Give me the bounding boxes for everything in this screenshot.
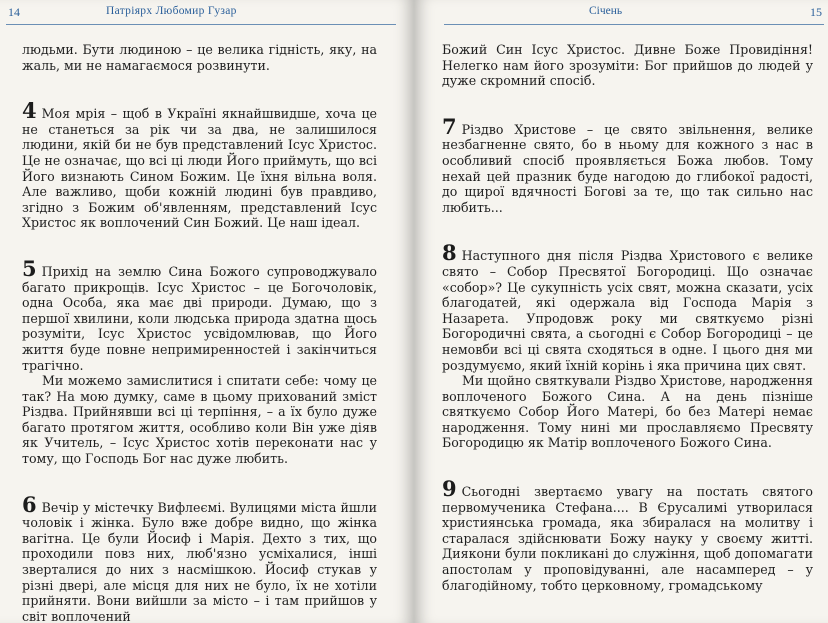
- entry-number: 5: [22, 255, 37, 281]
- right-header-rule: [444, 24, 824, 25]
- continuation-text: людьми. Бути людиною – це велика гідність, яку, на жаль, ми не намагаємося розвинути.: [22, 42, 377, 73]
- left-header-title: Патріярх Любомир Гузар: [106, 5, 237, 17]
- left-header-rule: [6, 24, 396, 25]
- entry-number: 6: [22, 491, 37, 517]
- entry-9: [442, 476, 813, 593]
- entry-4: [22, 98, 377, 231]
- entry-text: Вечір у містечку Вифлеємі. Вулицями міста йшли чоловік і жінка. Було вже добре видно, що жінка вагітна. Це були Йосиф і Марія. Дехто з тих, що проходили повз них, люб'язно усміхалися, інші зверталися до них з насмішкою. Йосиф стукав у різні двері, але місця для них не було, їх не хотіли прийняти. Вони вийшли за місто – і там прийшов у світ воплочений: [22, 499, 377, 623]
- left-running-header: [6, 4, 396, 22]
- right-page-number: 15: [810, 5, 822, 19]
- entry-text: Наступного дня після Різдва Христового є велике свято – Собор Пресвятої Богородиці. Що означає «собор»? Це сукупність усіх свят, можна сказати, усіх благодатей, які одержала від Господа Марія з Назарета. Упродовж року ми святкуємо різні Богородичні свята, а сьогодні є Собор Богородиці – це немовби всі ці свята сходяться в одне. І цього дня ми роздумуємо, який їхній корінь і яка причина цих свят.: [442, 248, 813, 373]
- entry-5: [22, 255, 377, 467]
- entry-number: 9: [442, 476, 457, 502]
- left-page-body: [22, 42, 377, 623]
- entry-7: [442, 113, 813, 216]
- entry-paragraph: Ми щойно святкували Різдво Христове, народження воплоченого Божого Сина. А на день пізніше святкуємо Собор Його Матері, бо без Матері немає народження. Тому нині ми прославляємо Пресвяту Богородицю як Матір воплоченого Божого Сина.: [442, 373, 813, 451]
- entry-8: [442, 240, 813, 451]
- right-running-header: [444, 4, 824, 22]
- right-page-body: [442, 42, 813, 593]
- entry-text: Різдво Христове – це свято звільнення, велике незбагненне свято, бо в ньому для кожного з нас в особливий спосіб проявляється Божа любов. Тому нехай цей празник буде нагодою до глибокої радості, до щирої вдячності Богові за те, що так сильно нас любить...: [442, 121, 813, 215]
- right-header-title: Січень: [589, 5, 623, 17]
- entry-6: [22, 491, 377, 623]
- entry-number: 7: [442, 113, 457, 139]
- entry-text: Сьогодні звертаємо увагу на постать святого первомученика Стефана.... В Єрусалимі утворилася християнська громада, яка збиралася на молитву і старалася здійснювати Божу науку у своєму житті. Диякони були покликані до служіння, щоб допомагати апостолам у проповідуванні, але насамперед – у благодійному, тобто церковному, громадському: [442, 484, 813, 593]
- continuation-text: Божий Син Ісус Христос. Дивне Боже Провидіння! Нелегко нам його зрозуміти: Бог прийшов до людей у дуже скромний спосіб.: [442, 42, 813, 89]
- entry-text: Моя мрія – щоб в Україні якнайшвидше, хоча це не станеться за рік чи за два, не залишилося людини, якій би не був представлений Ісус Христос. Це не означає, що всі ці люди Його приймуть, що всі Його визнають Сином Божим. Це їхня вільна воля. Але важливо, щоби кожній людині був правдиво, згідно з Божим об'явленням, представлений Ісус Христос як воплочений Син Божий. Це наш ідеал.: [22, 106, 377, 231]
- right-page: [414, 0, 828, 623]
- entry-text: Прихід на землю Сина Божого супроводжувало багато прикрощів. Ісус Христос – це Богочоловік, одна Особа, яка має дві природи. Думаю, що з першої хвилини, коли людська природа здатна щось розуміти, Ісус Христос усвідомлював, що Його життя буде повне непримиренностей і закінчиться трагічно.: [22, 263, 377, 373]
- entry-paragraph: Ми можемо замислитися і спитати себе: чому це так? На мою думку, саме в цьому прихований зміст Різдва. Прийнявши всі ці терпіння, – а їх було дуже багато протягом життя, особливо коли Він уже діяв як Учитель, – Ісус Христос хотів переконати нас у тому, що Господь Бог нас дуже любить.: [22, 373, 377, 467]
- entry-number: 8: [442, 240, 457, 266]
- entry-number: 4: [22, 98, 37, 124]
- left-page-number: 14: [8, 5, 20, 19]
